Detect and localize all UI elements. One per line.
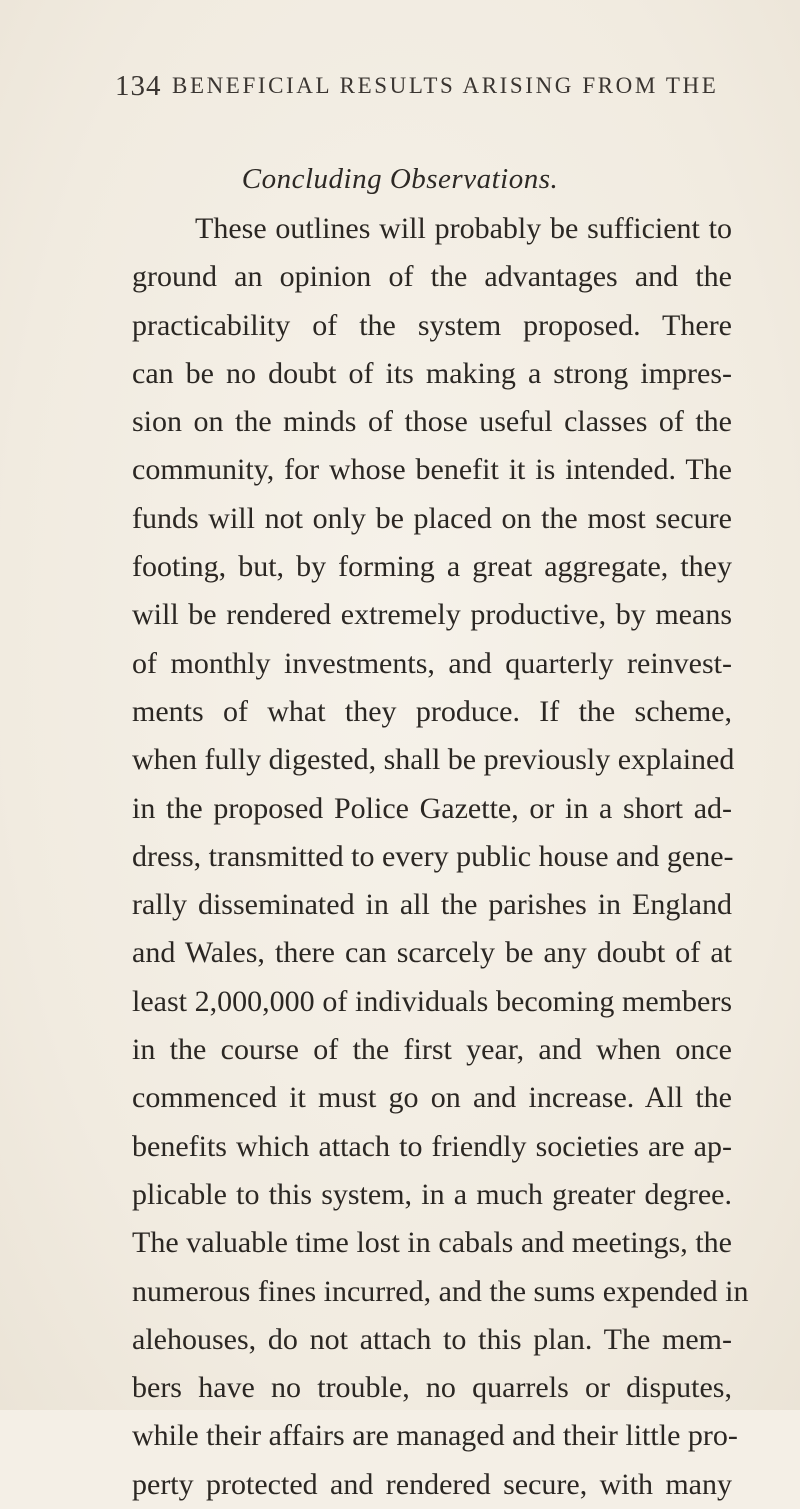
running-head bbox=[115, 70, 719, 110]
running-title: BENEFICIAL RESULTS ARISING FROM THE bbox=[172, 73, 719, 98]
text-line: community, for whose benefit it is intended. The bbox=[132, 453, 732, 487]
text-line: dress, transmitted to every public house and gene- bbox=[132, 839, 734, 873]
text-line: practicability of the system proposed. There bbox=[132, 308, 732, 342]
text-line: The valuable time lost in cabals and meetings, the bbox=[132, 1226, 732, 1260]
text-line: numerous fines incurred, and the sums expended in bbox=[132, 1274, 749, 1308]
text-line: while their affairs are managed and their little pro- bbox=[132, 1419, 738, 1453]
page-number: 134 bbox=[115, 70, 162, 102]
text-line: in the course of the first year, and when once bbox=[132, 1033, 732, 1067]
text-line: when fully digested, shall be previously explained bbox=[132, 743, 735, 777]
text-line: rally disseminated in all the parishes in England bbox=[132, 888, 732, 922]
text-line: least 2,000,000 of individuals becoming members bbox=[132, 984, 732, 1018]
section-heading: Concluding Observations. bbox=[241, 163, 559, 195]
text-line: in the proposed Police Gazette, or in a short ad- bbox=[132, 791, 732, 825]
text-line: will be rendered extremely productive, by means bbox=[132, 598, 732, 632]
text-line: ground an opinion of the advantages and the bbox=[132, 260, 732, 294]
text-line: These outlines will probably be sufficient to bbox=[195, 212, 732, 245]
text-line: of monthly investments, and quarterly reinvest- bbox=[132, 646, 732, 680]
text-line: funds will not only be placed on the most secure bbox=[132, 501, 732, 535]
text-line: commenced it must go on and increase. All the bbox=[132, 1081, 732, 1115]
text-line: plicable to this system, in a much greater degree. bbox=[132, 1177, 732, 1211]
text-line: and Wales, there can scarcely be any doubt of at bbox=[132, 936, 732, 970]
text-line: can be no doubt of its making a strong impres- bbox=[132, 356, 732, 390]
text-line: ments of what they produce. If the scheme, bbox=[132, 694, 732, 728]
text-line: bers have no trouble, no quarrels or disputes, bbox=[132, 1371, 732, 1405]
body-text bbox=[132, 205, 749, 1509]
text-line: sion on the minds of those useful classes of the bbox=[132, 405, 732, 439]
text-line: alehouses, do not attach to this plan. The mem- bbox=[132, 1322, 732, 1356]
text-line: perty protected and rendered secure, with many bbox=[132, 1467, 732, 1501]
text-line: benefits which attach to friendly societies are ap- bbox=[132, 1129, 732, 1163]
text-line: footing, but, by forming a great aggregate, they bbox=[132, 550, 732, 584]
